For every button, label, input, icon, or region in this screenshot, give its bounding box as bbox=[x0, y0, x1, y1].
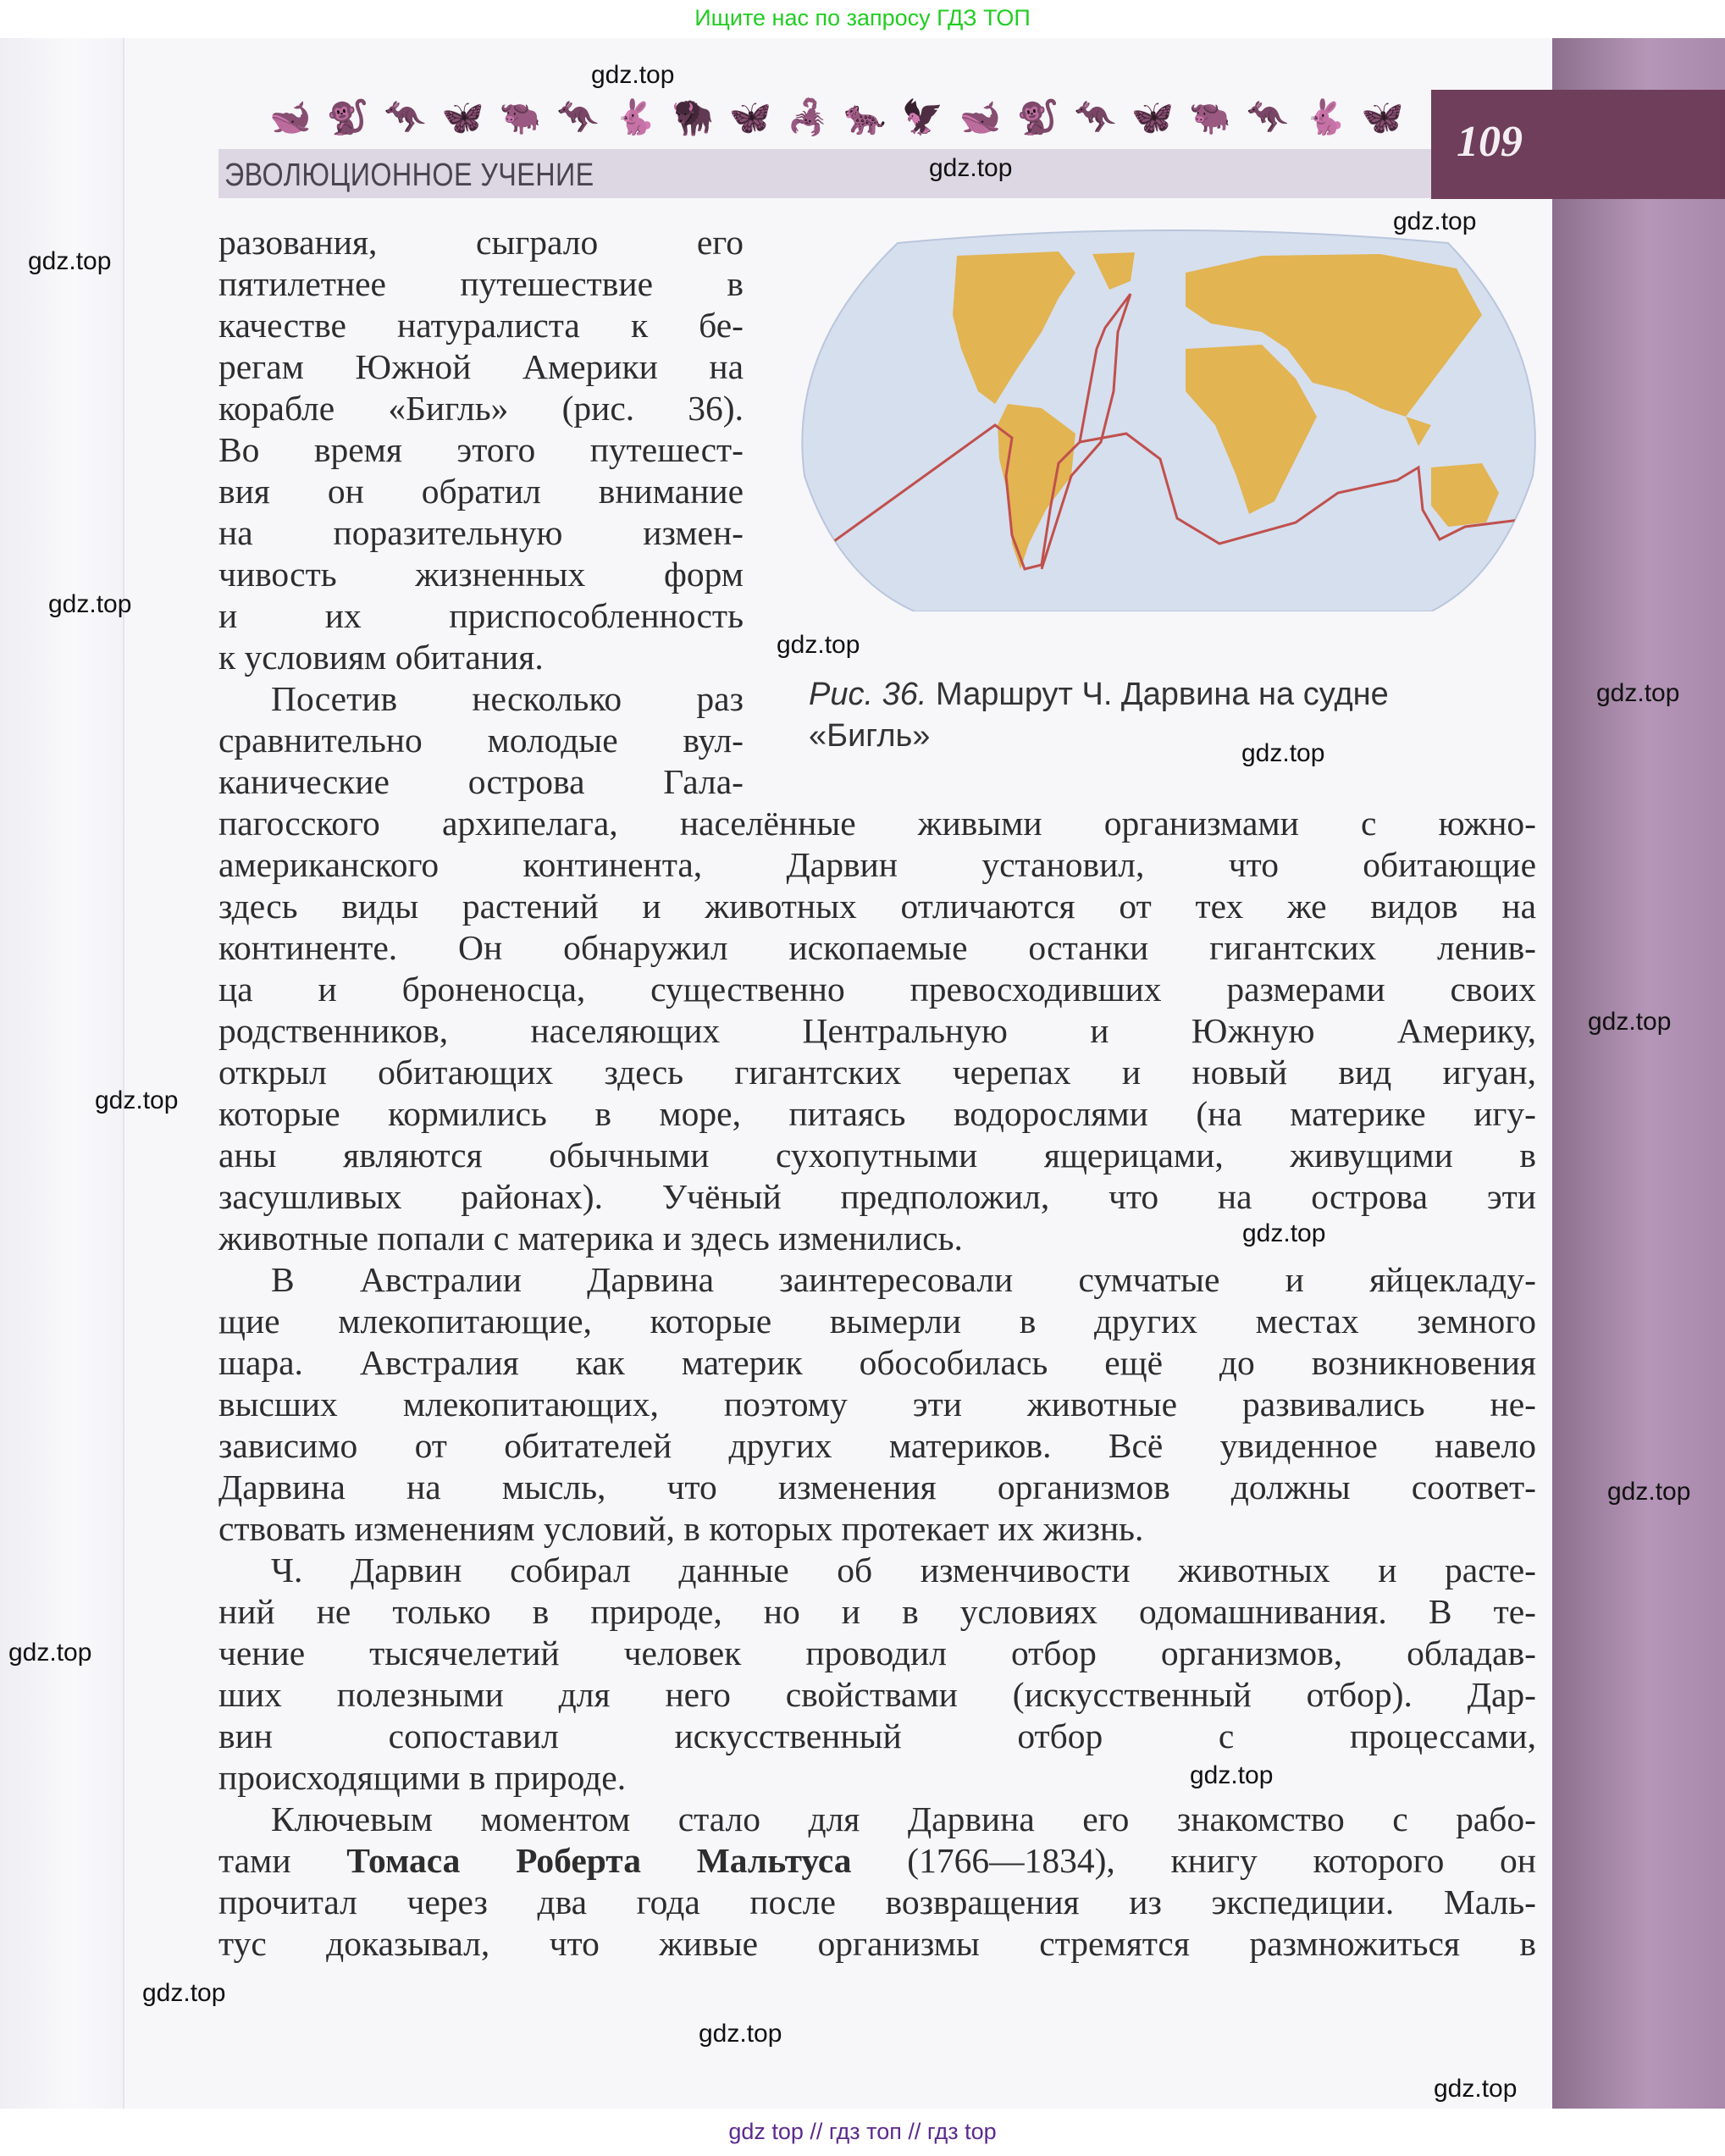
page-gutter bbox=[0, 38, 124, 2109]
watermark-text: gdz.top bbox=[1190, 1761, 1274, 1789]
paragraph-2-narrow bbox=[218, 678, 744, 803]
watermark-text: gdz.top bbox=[48, 590, 132, 618]
animal-silhouette-icon: 🦋 bbox=[1131, 97, 1175, 136]
animal-silhouette-icon: 🦋 bbox=[441, 97, 484, 136]
text-line: и их приспособленность bbox=[218, 596, 744, 635]
animal-silhouette-ornament bbox=[269, 93, 1404, 141]
caption-text-line1: Маршрут Ч. Дарвина на судне bbox=[935, 677, 1389, 712]
page-number: 109 bbox=[1457, 118, 1523, 166]
animal-silhouette-icon: 🦋 bbox=[1361, 97, 1404, 136]
animal-silhouette-icon: 🐃 bbox=[499, 97, 542, 136]
watermark-text: gdz.top bbox=[591, 61, 675, 89]
animal-silhouette-icon: 🐇 bbox=[1304, 97, 1346, 136]
text-line: континенте. Он обнаружил ископаемые останки гигантских ленив- bbox=[218, 928, 1536, 967]
watermark-text: gdz.top bbox=[28, 247, 112, 275]
page-edge-strip bbox=[1552, 38, 1725, 2109]
text-segment: (1766—1834), книгу которого он bbox=[851, 1841, 1536, 1880]
text-line: Ключевым моментом стало для Дарвина его знакомство с рабо- bbox=[271, 1799, 1536, 1838]
text-line: ших полезными для него свойствами (искусственный отбор). Дар- bbox=[218, 1675, 1536, 1714]
watermark-text: gdz.top bbox=[1393, 207, 1477, 235]
text-line: ца и броненосца, существенно превосходивших размерами своих bbox=[218, 970, 1536, 1009]
paragraph-4 bbox=[218, 1550, 1536, 1799]
paragraph-1 bbox=[218, 222, 744, 678]
text-line: открыл обитающих здесь гигантских черепах и новый вид игуан, bbox=[218, 1053, 1536, 1092]
paragraph-5 bbox=[218, 1799, 1536, 1965]
animal-silhouette-icon: 🦂 bbox=[787, 97, 829, 136]
watermark-text: gdz.top bbox=[1434, 2075, 1518, 2103]
text-line: корабле «Бигль» (рис. 36). bbox=[218, 389, 744, 428]
animal-silhouette-icon: 🦘 bbox=[556, 97, 600, 136]
text-line: пагосского архипелага, населённые живыми организмами с южно- bbox=[218, 804, 1536, 843]
text-line: высших млекопитающих, поэтому эти животные развивались не- bbox=[218, 1385, 1536, 1424]
text-line: здесь виды растений и животных отличаются от тех же видов на bbox=[218, 887, 1536, 926]
text-line: щие млекопитающие, которые вымерли в других местах земного bbox=[218, 1302, 1536, 1341]
text-line bbox=[218, 1840, 1536, 1882]
text-line: пятилетнее путешествие в bbox=[218, 264, 744, 303]
watermark-text: gdz.top bbox=[1588, 1008, 1672, 1036]
watermark-text: gdz.top bbox=[929, 154, 1013, 182]
animal-silhouette-icon: 🦘 bbox=[384, 97, 427, 136]
text-line: Посетив несколько раз bbox=[271, 679, 744, 718]
text-line: В Австралии Дарвина заинтересовали сумчатые и яйцекладу- bbox=[271, 1260, 1536, 1299]
animal-silhouette-icon: 🐆 bbox=[843, 97, 887, 136]
animal-silhouette-icon: 🐇 bbox=[614, 97, 657, 136]
watermark-text: gdz.top bbox=[8, 1639, 92, 1667]
paragraph-3 bbox=[218, 1259, 1536, 1550]
animal-silhouette-icon: 🦅 bbox=[901, 97, 944, 136]
watermark-text: gdz.top bbox=[1241, 739, 1325, 767]
watermark-text: gdz.top bbox=[142, 1979, 226, 2007]
animal-silhouette-icon: 🦋 bbox=[729, 97, 771, 136]
text-line: происходящими в природе. bbox=[218, 1758, 627, 1797]
text-segment: тами bbox=[218, 1841, 347, 1880]
text-line: к условиям обитания. bbox=[218, 638, 544, 677]
person-name-bold: Томаса Роберта Мальтуса bbox=[346, 1841, 852, 1880]
animal-silhouette-icon: 🦬 bbox=[672, 97, 715, 136]
watermark-text: gdz.top bbox=[777, 631, 860, 659]
animal-silhouette-icon: 🐋 bbox=[959, 97, 1002, 136]
footer-watermark: gdz top // гдз топ // гдз top bbox=[728, 2119, 997, 2144]
text-line: родственников, населяющих Центральную и Южную Америку, bbox=[218, 1011, 1536, 1050]
animal-silhouette-icon: 🐃 bbox=[1189, 97, 1232, 136]
text-line: ний не только в природе, но и в условиях одомашнивания. В те- bbox=[218, 1592, 1536, 1631]
animal-silhouette-icon: 🐋 bbox=[269, 97, 312, 136]
world-map-icon bbox=[788, 222, 1554, 611]
text-line: Во время этого путешест- bbox=[218, 430, 744, 469]
animal-silhouette-icon: 🐒 bbox=[1016, 97, 1059, 136]
darwin-route-map bbox=[788, 222, 1554, 611]
text-line: тус доказывал, что живые организмы стремятся размножиться в bbox=[218, 1924, 1536, 1963]
text-line: канические острова Гала- bbox=[218, 762, 744, 801]
section-title: ЭВОЛЮЦИОННОЕ УЧЕНИЕ bbox=[224, 158, 594, 193]
text-line: зависимо от обитателей других материков. Всё увиденное навело bbox=[218, 1426, 1536, 1465]
text-line: Ч. Дарвин собирал данные об изменчивости животных и расте- bbox=[271, 1551, 1536, 1589]
caption-text-line2: «Бигль» bbox=[809, 718, 931, 754]
text-line: американского континента, Дарвин установил, что обитающие bbox=[218, 845, 1536, 884]
animal-silhouette-icon: 🐒 bbox=[326, 97, 369, 136]
paragraph-2-wide bbox=[218, 803, 1536, 1259]
text-line: аны являются обычными сухопутными ящерицами, живущими в bbox=[218, 1136, 1536, 1175]
text-line: качестве натуралиста к бе- bbox=[218, 306, 744, 345]
text-line: шара. Австралия как материк обособилась ещё до возникновения bbox=[218, 1343, 1536, 1382]
text-line: которые кормились в море, питаясь водорослями (на материке игу- bbox=[218, 1094, 1536, 1133]
text-line: Дарвина на мысль, что изменения организмов должны соответ- bbox=[218, 1468, 1536, 1506]
watermark-text: gdz.top bbox=[1607, 1478, 1691, 1506]
text-line: разования, сыграло его bbox=[218, 223, 744, 262]
text-line: животные попали с материка и здесь изменились. bbox=[218, 1219, 963, 1258]
text-line: ствовать изменениям условий, в которых протекает их жизнь. bbox=[218, 1509, 1144, 1548]
text-line: чение тысячелетий человек проводил отбор организмов, обладав- bbox=[218, 1634, 1536, 1672]
animal-silhouette-icon: 🦘 bbox=[1074, 97, 1117, 136]
figure-label: Рис. 36. bbox=[809, 677, 927, 712]
watermark-text: gdz.top bbox=[1596, 679, 1680, 707]
text-line: чивость жизненных форм bbox=[218, 555, 744, 594]
text-line: вия он обратил внимание bbox=[218, 472, 744, 511]
animal-silhouette-icon: 🦘 bbox=[1247, 97, 1289, 136]
text-line: прочитал через два года после возвращения из экспедиции. Маль- bbox=[218, 1882, 1536, 1921]
text-line: сравнительно молодые вул- bbox=[218, 721, 744, 760]
watermark-text: gdz.top bbox=[699, 2020, 782, 2048]
text-line: на поразительную измен- bbox=[218, 513, 744, 552]
watermark-text: gdz.top bbox=[1242, 1219, 1326, 1247]
text-line: засушливых районах). Учёный предположил, что на острова эти bbox=[218, 1177, 1536, 1216]
text-line: вин сопоставил искусственный отбор с процессами, bbox=[218, 1717, 1536, 1755]
figure-caption bbox=[809, 674, 1533, 757]
watermark-text: gdz.top bbox=[95, 1086, 179, 1114]
text-line: регам Южной Америки на bbox=[218, 347, 744, 386]
search-promo-banner: Ищите нас по запросу ГДЗ ТОП bbox=[694, 5, 1031, 30]
